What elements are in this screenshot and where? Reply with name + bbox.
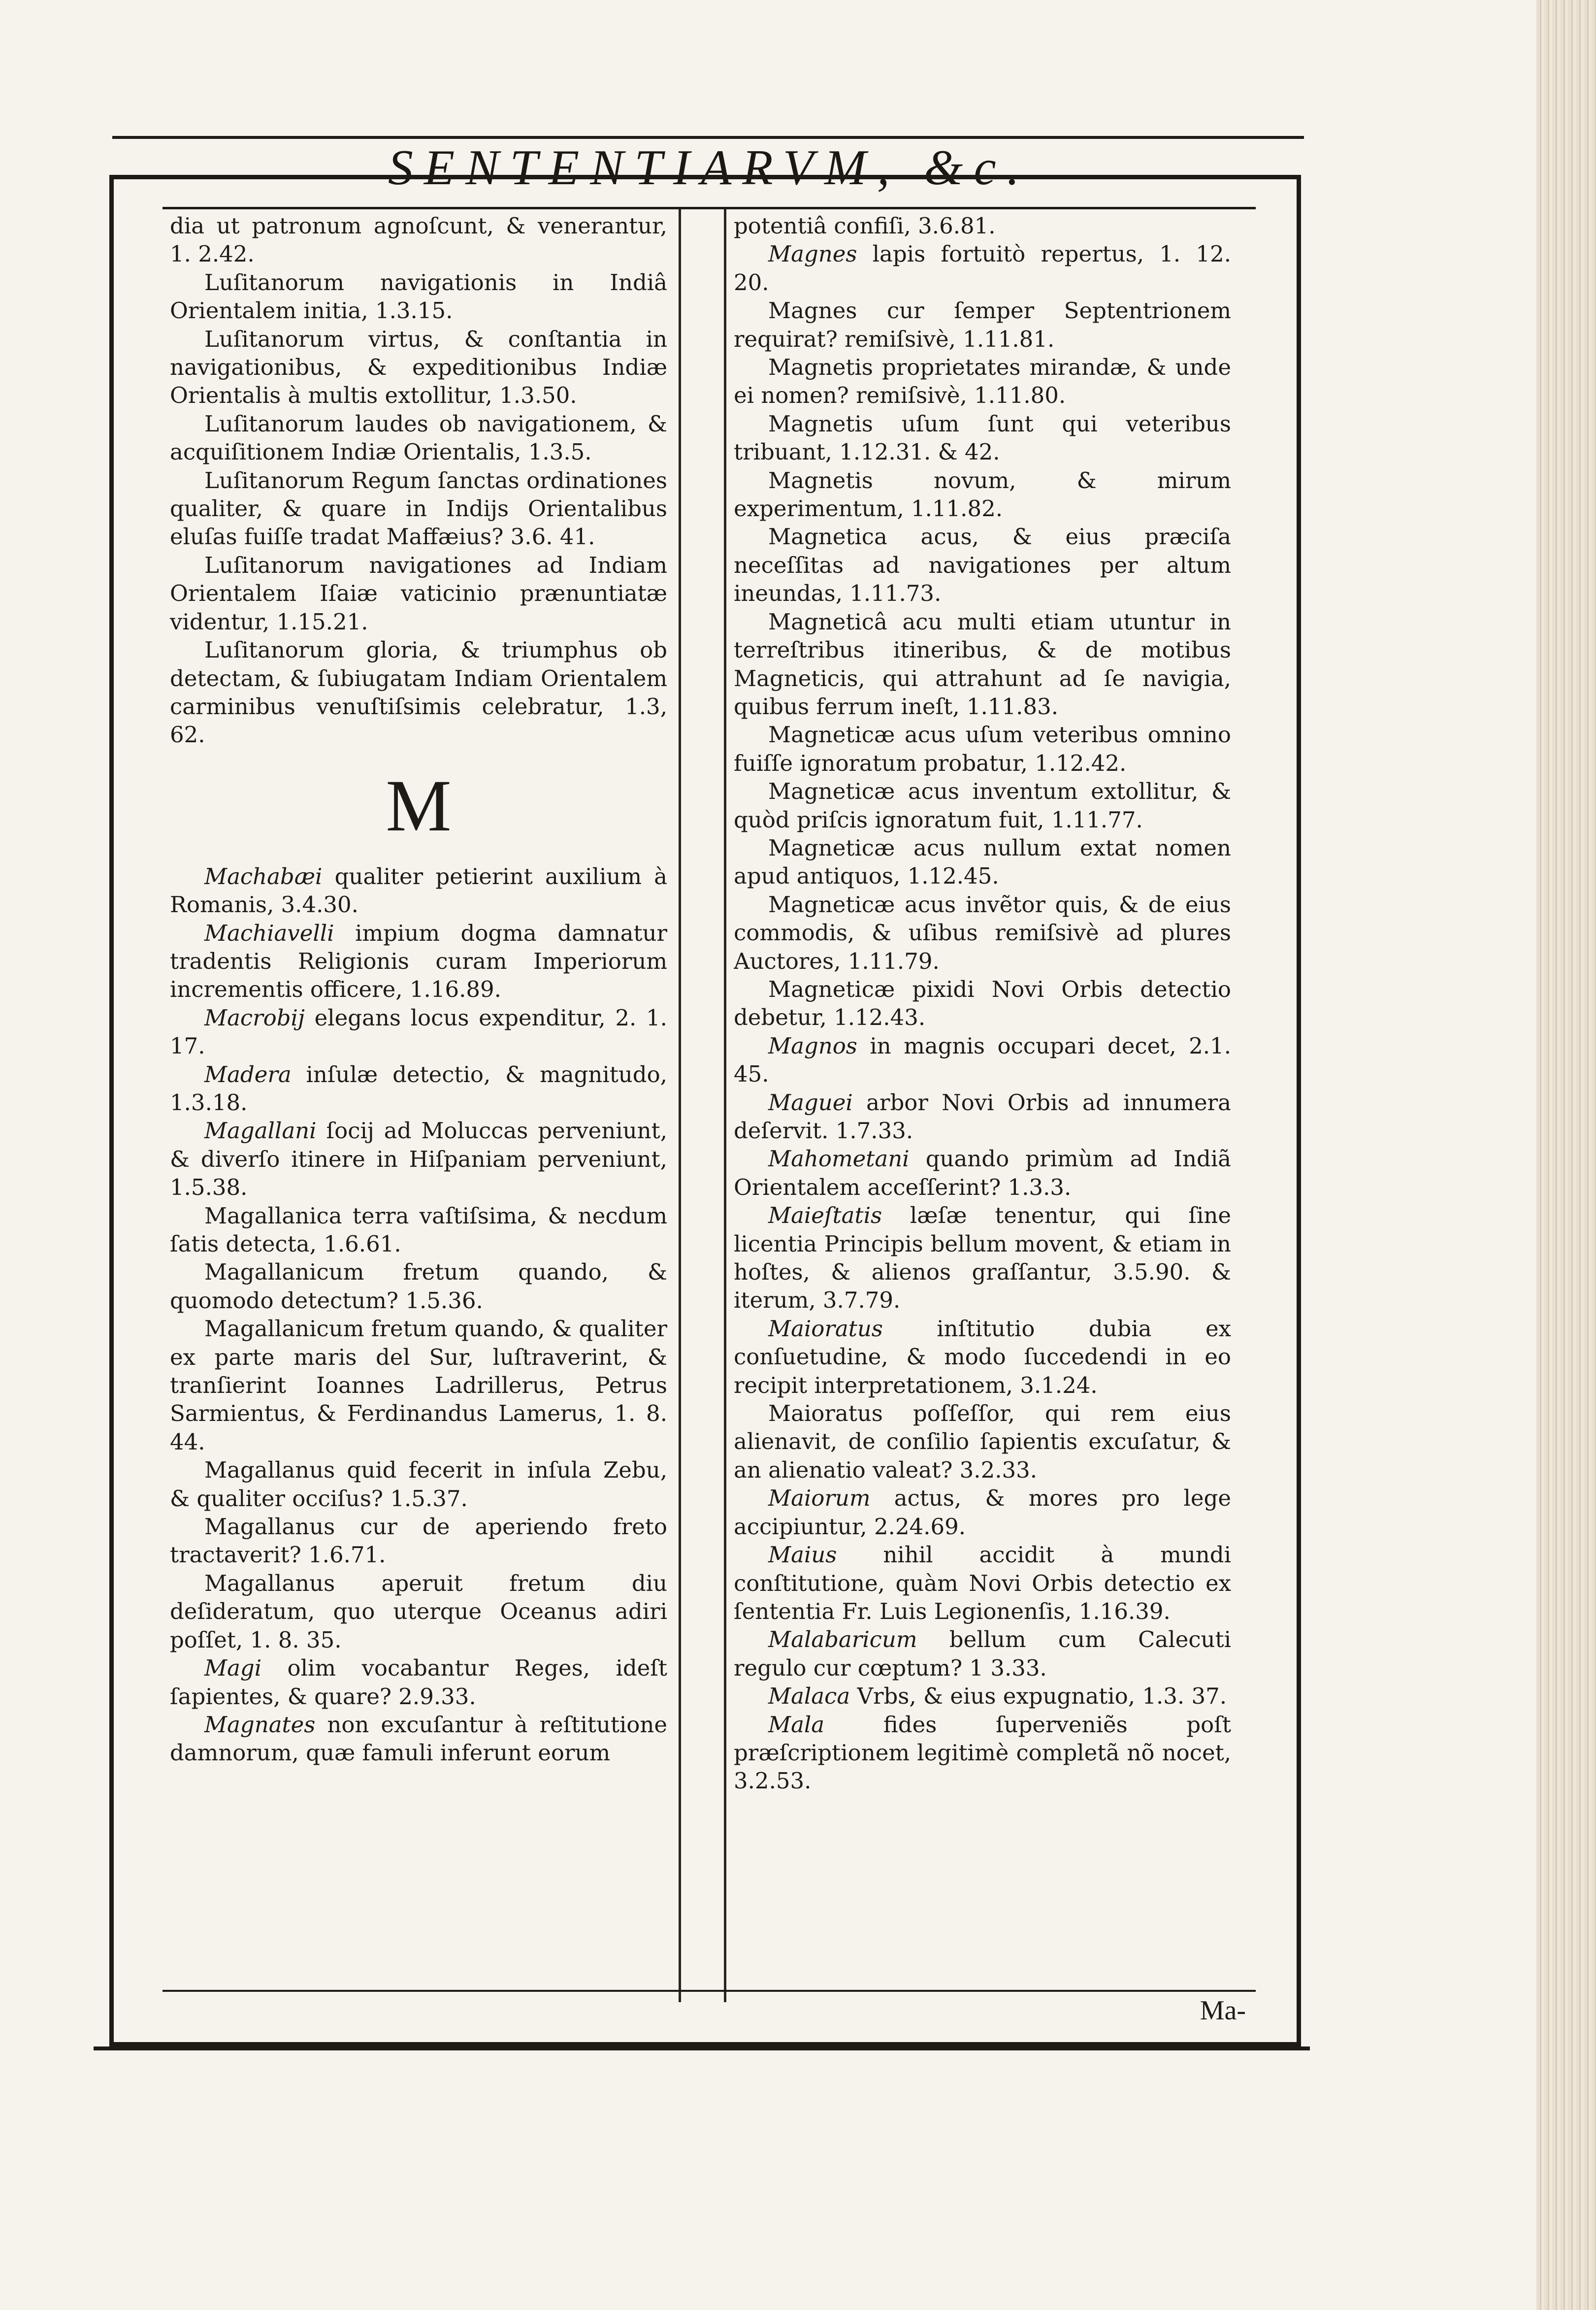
catchword: Ma- (1200, 1995, 1246, 2026)
entry-text: Magnetis proprietates mirandæ, & unde ei nomen? remiſsivè, 1.11.80. (734, 354, 1231, 409)
entry-keyword: Maiorum (768, 1485, 871, 1512)
entry-keyword: Maieſtatis (768, 1202, 882, 1229)
entry-text: Magneticæ acus uſum veteribus omnino fuiſſe ignoratum probatur, 1.12.42. (734, 722, 1231, 776)
entry-text: elegans locus expenditur, 2. 1. 17. (170, 1004, 667, 1059)
entry-text: non excuſantur à reſtitutione damnorum, quæ famuli inferunt eorum (170, 1711, 667, 1766)
index-entry (170, 268, 667, 325)
index-entry (170, 1569, 667, 1654)
entry-text: Luſitanorum navigationis in Indiâ Orientalem initia, 1.3.15. (170, 269, 667, 324)
index-entry (734, 1145, 1231, 1201)
index-entry (170, 1202, 667, 1258)
index-entry (170, 1004, 667, 1060)
entry-text: Magnetis uſum ſunt qui veteribus tribuant, 1.12.31. & 42. (734, 410, 1231, 465)
index-entry (734, 466, 1231, 523)
entry-keyword: Maioratus (768, 1315, 883, 1342)
index-entry (734, 353, 1231, 410)
entry-text: Magneticæ acus invẽtor quis, & de eius commodis, & uſibus remiſsivè ad plures Auctores, 1.11.79. (734, 891, 1231, 974)
entry-keyword: Maius (768, 1542, 837, 1568)
entry-text: fides ſuperveniẽs poſt præſcriptionem legitimè completã nõ nocet, 3.2.53. (734, 1711, 1231, 1794)
entry-keyword: Mahometani (768, 1146, 910, 1172)
entry-text: arbor Novi Orbis ad innumera deſervit. 1.7.33. (734, 1089, 1231, 1144)
entry-text: inſtitutio dubia ex conſuetudine, & modo ſuccedendi in eo recipit interpretationem, 3.1.24. (734, 1315, 1231, 1398)
entry-text: Magallanica terra vaſtiſsima, & necdum ſatis detecta, 1.6.61. (170, 1202, 667, 1257)
entry-keyword: Magi (204, 1655, 262, 1682)
index-entry (170, 212, 667, 268)
index-entry (170, 1513, 667, 1569)
entry-text: in magnis occupari decet, 2.1. 45. (734, 1032, 1231, 1088)
entry-text: potentiâ confiſi, 3.6.81. (734, 213, 996, 239)
index-entry (734, 410, 1231, 466)
index-entry (734, 1399, 1231, 1484)
entry-text: nihil accidit à mundi conſtitutione, quàm Novi Orbis detectio ex ſententia Fr. Luis Legionenſis, 1.16.39. (734, 1542, 1231, 1624)
entry-keyword: Maguei (768, 1089, 853, 1116)
entry-text: Magallanicum fretum quando, & qualiter ex parte maris del Sur, luſtraverint, & tranſierint Ioannes Ladrillerus, Petrus Sarmientus, & Ferdinandus Lamerus, 1. 8. 44. (170, 1316, 667, 1455)
index-entry (734, 891, 1231, 975)
section-letter: M (386, 764, 452, 847)
entry-text: quando primùm ad Indiã Orientalem acceſſerint? 1.3.3. (734, 1146, 1231, 1200)
entry-keyword: Magnos (768, 1032, 857, 1059)
entry-text: Magneticæ acus inventum extollitur, & quòd priſcis ignoratum fuit, 1.11.77. (734, 778, 1231, 833)
entry-text: actus, & mores pro lege accipiuntur, 2.24.69. (734, 1485, 1231, 1540)
column-top-rule (163, 207, 1256, 209)
index-entry (170, 1117, 667, 1201)
right-column (734, 212, 1231, 2000)
column-divider-right (724, 209, 726, 2002)
entry-text: Magallanicum fretum quando, & quomodo detectum? 1.5.36. (170, 1259, 667, 1314)
index-entry (170, 410, 667, 466)
index-entry (734, 1625, 1231, 1682)
index-entry (734, 240, 1231, 297)
entry-text: Magnes cur ſemper Septentrionem requirat? remiſsivè, 1.11.81. (734, 297, 1231, 352)
entry-text: inſulæ detectio, & magnitudo, 1.3.18. (170, 1061, 667, 1116)
entry-text: Luſitanorum gloria, & triumphus ob detectam, & ſubiugatam Indiam Orientalem carminibus venuſtiſsimis celebratur, 1.3, 62. (170, 637, 667, 748)
entry-keyword: Mala (768, 1711, 825, 1738)
column-divider-left (679, 209, 681, 2002)
running-head: SENTENTIARVM, &c. (388, 139, 1031, 196)
index-entry (734, 212, 1231, 240)
entry-text: Luſitanorum laudes ob navigationem, & acquiſitionem Indiæ Orientalis, 1.3.5. (170, 410, 667, 465)
index-entry (170, 551, 667, 636)
index-entry (170, 1258, 667, 1315)
entry-text: qualiter petierint auxilium à Romanis, 3.4.30. (170, 863, 667, 918)
entry-text: Magallanus cur de aperiendo freto tractaverit? 1.6.71. (170, 1514, 667, 1568)
index-entry (734, 523, 1231, 607)
left-column (170, 212, 667, 2000)
index-entry (734, 1089, 1231, 1145)
entry-keyword: Magallani (204, 1118, 317, 1144)
entry-text: Magneticæ acus nullum extat nomen apud antiquos, 1.12.45. (734, 834, 1231, 890)
entry-keyword: Magnes (768, 241, 857, 267)
entry-text: Maioratus poſſeſſor, qui rem eius alienavit, de conſilio ſapientis excuſatur, & an alienatio valeat? 3.2.33. (734, 1400, 1231, 1483)
column-bottom-rule (163, 1990, 1256, 1992)
entry-text: Magneticæ pixidi Novi Orbis detectio debetur, 1.12.43. (734, 976, 1231, 1031)
entry-text: Luſitanorum Regum ſanctas ordinationes qualiter, & quare in Indijs Orientalibus eluſas fuiſſe tradat Maffæius? 3.6. 41. (170, 467, 667, 550)
index-entry (170, 1711, 667, 1767)
index-entry (734, 608, 1231, 721)
entry-text: læſæ tenentur, qui ſine licentia Principis bellum movent, & etiam in hoſtes, & alienos graſſantur, 3.5.90. & iterum, 3.7.79. (734, 1202, 1231, 1314)
entry-text: Vrbs, & eius expugnatio, 1.3. 37. (850, 1683, 1227, 1710)
index-entry (734, 297, 1231, 353)
index-entry (170, 1456, 667, 1513)
index-entry (734, 1484, 1231, 1541)
index-entry (734, 1201, 1231, 1315)
entry-text: impium dogma damnatur tradentis Religionis curam Imperiorum incrementis officere, 1.16.89. (170, 920, 667, 1003)
entry-text: Magallanus quid fecerit in inſula Zebu, & qualiter occiſus? 1.5.37. (170, 1457, 667, 1512)
entry-text: olim vocabantur Reges, ideſt ſapientes, & quare? 2.9.33. (170, 1655, 667, 1710)
entry-keyword: Malaca (768, 1683, 850, 1710)
entry-text: Magnetis novum, & mirum experimentum, 1.11.82. (734, 467, 1231, 522)
entry-text: Luſitanorum navigationes ad Indiam Orientalem Iſaiæ vaticinio prænuntiatæ videntur, 1.15.21. (170, 552, 667, 635)
index-entry (170, 1315, 667, 1456)
entry-text: Magneticâ acu multi etiam utuntur in terreſtribus itineribus, & de motibus Magneticis, qui attrahunt ad ſe navigia, quibus ferrum ineſt, 1.11.83. (734, 608, 1231, 720)
index-entry (734, 721, 1231, 777)
entry-text: Luſitanorum virtus, & conſtantia in navigationibus, & expeditionibus Indiæ Orientalis à multis extollitur, 1.3.50. (170, 326, 667, 409)
entry-text: dia ut patronum agnoſcunt, & venerantur, 1. 2.42. (170, 213, 667, 267)
index-entry (734, 1711, 1231, 1795)
entry-keyword: Machiavelli (204, 920, 334, 946)
entry-keyword: Magnates (204, 1711, 316, 1738)
page-edges (1536, 0, 1596, 2310)
entry-text: ſocij ad Moluccas perveniunt, & diverſo itinere in Hiſpaniam perveniunt, 1.5.38. (170, 1118, 667, 1201)
entry-text: lapis fortuitò repertus, 1. 12. 20. (734, 241, 1231, 296)
index-entry (170, 862, 667, 919)
bottom-rule (94, 2046, 1310, 2050)
entry-text: bellum cum Calecuti regulo cur cœptum? 1 3.33. (734, 1626, 1231, 1681)
index-entry (734, 975, 1231, 1032)
index-entry (170, 466, 667, 551)
entry-keyword: Machabæi (204, 863, 323, 890)
index-entry (734, 834, 1231, 891)
index-entry (734, 1682, 1231, 1710)
entry-keyword: Madera (204, 1061, 292, 1088)
entry-text: Magnetica acus, & eius præciſa neceſſitas ad navigationes per altum ineundas, 1.11.73. (734, 524, 1231, 607)
index-entry (734, 1032, 1231, 1089)
index-entry (170, 1060, 667, 1117)
index-entry (734, 1541, 1231, 1625)
index-entry (734, 777, 1231, 834)
index-entry (170, 636, 667, 749)
index-entry (170, 325, 667, 410)
index-entry (170, 919, 667, 1004)
index-entry (170, 1654, 667, 1711)
entry-text: Magallanus aperuit fretum diu deſideratum, quo uterque Oceanus adiri poſſet, 1. 8. 35. (170, 1570, 667, 1653)
entry-keyword: Malabaricum (768, 1626, 917, 1653)
entry-keyword: Macrobij (204, 1004, 305, 1031)
index-entry (734, 1315, 1231, 1399)
